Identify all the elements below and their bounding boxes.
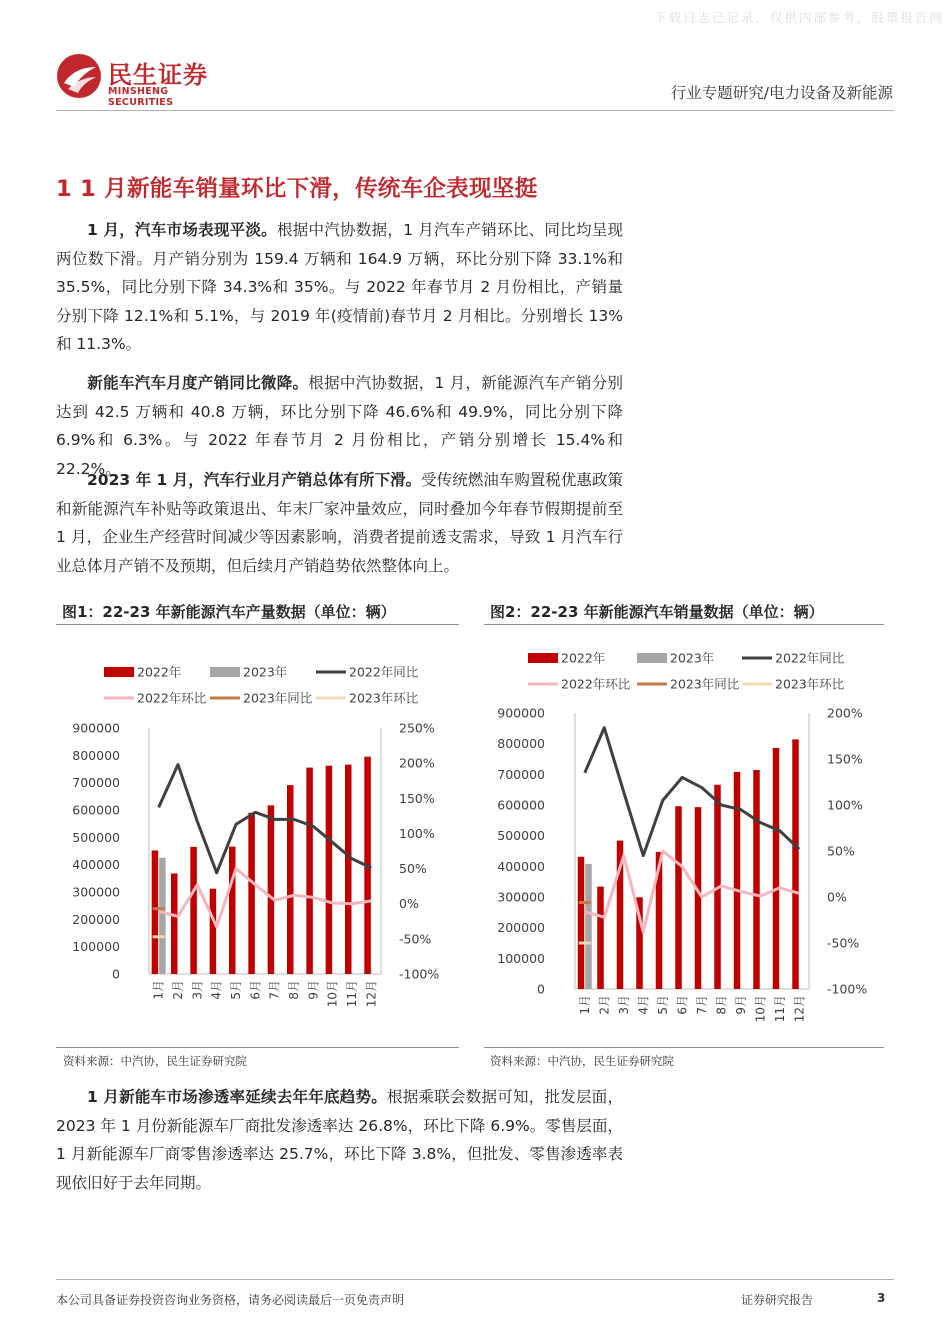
bar-2022年-7月	[695, 807, 702, 989]
footer-disclaimer: 本公司具备证券投资咨询业务资格，请务必阅读最后一页免责声明	[56, 1293, 405, 1307]
chart-production	[56, 628, 459, 1044]
bar-2022年-9月	[306, 768, 313, 974]
y-left-tick-label: 200000	[497, 920, 545, 936]
paragraph-3	[56, 466, 623, 580]
figure-1-source: 资料来源：中汽协，民生证券研究院	[63, 1054, 247, 1068]
footer-doc-type: 证券研究报告	[741, 1293, 814, 1307]
legend-label: 2022年环比	[137, 690, 207, 706]
x-tick-label: 10月	[753, 995, 768, 1023]
y-left-tick-label: 600000	[72, 802, 120, 818]
figure-2-title: 图2：22-23 年新能源汽车销量数据（单位：辆）	[490, 603, 824, 621]
bar-2022年-9月	[734, 772, 741, 989]
bar-2022年-6月	[675, 806, 682, 989]
y-left-tick-label: 500000	[497, 828, 545, 844]
y-left-tick-label: 900000	[497, 705, 545, 721]
y-right-tick-label: 150%	[827, 751, 863, 767]
figure-2-top-rule	[484, 624, 884, 625]
legend-label: 2022年	[561, 650, 606, 666]
bar-2022年-3月	[190, 847, 197, 974]
x-tick-label: 3月	[190, 980, 205, 1000]
y-left-tick-label: 600000	[497, 797, 545, 813]
x-tick-label: 12月	[364, 980, 379, 1008]
figure-1-title: 图1：22-23 年新能源汽车产量数据（单位：辆）	[62, 603, 396, 621]
bar-2022年-2月	[171, 873, 178, 974]
y-left-tick-label: 300000	[497, 889, 545, 905]
y-right-tick-label: -50%	[399, 931, 432, 947]
y-left-tick-label: 400000	[72, 857, 120, 873]
y-right-tick-label: 100%	[827, 797, 863, 813]
paragraph-body: 根据乘联会数据可知，批发层面，2023 年 1 月份新能源车厂商批发渗透率达 26.8%，环比下降 6.9%。零售层面，1 月新能源车厂商零售渗透率达 25.7%，环比下降 3.8%，但批发、零售渗透率表现依旧好于去年同期。	[56, 1088, 623, 1192]
y-left-tick-label: 800000	[72, 747, 120, 763]
figure-1-bottom-rule	[56, 1047, 459, 1048]
legend-swatch-0	[104, 667, 134, 677]
y-left-tick-label: 400000	[497, 858, 545, 874]
bar-2022年-12月	[792, 739, 799, 989]
bar-2022年-10月	[326, 766, 333, 974]
x-tick-label: 3月	[616, 995, 631, 1015]
y-left-tick-label: 0	[112, 966, 120, 982]
paragraph-lead: 2023 年 1 月，汽车行业月产销总体有所下滑。	[87, 471, 422, 489]
x-tick-label: 8月	[287, 980, 301, 1000]
y-right-tick-label: 0%	[827, 889, 847, 905]
y-right-tick-label: 50%	[827, 843, 855, 859]
chart-sales	[484, 628, 884, 1044]
footer-divider	[56, 1279, 894, 1280]
x-tick-label: 6月	[248, 980, 263, 1000]
y-left-tick-label: 100000	[72, 939, 120, 955]
x-tick-label: 9月	[733, 995, 748, 1015]
bar-2022年-11月	[345, 765, 352, 974]
watermark: 下载日志已记录，仅供内部参考，股票报告网	[653, 10, 944, 25]
y-right-tick-label: 200%	[827, 705, 863, 721]
y-left-tick-label: 100000	[497, 950, 545, 966]
paragraph-4	[56, 1083, 623, 1197]
section-title: 1 1 月新能车销量环比下滑，传统车企表现坚挺	[56, 176, 538, 202]
bar-2022年-2月	[597, 887, 604, 989]
page-number: 3	[877, 1291, 886, 1305]
x-tick-label: 4月	[209, 980, 224, 1000]
y-left-tick-label: 0	[537, 981, 545, 997]
legend-swatch-1	[637, 653, 667, 663]
bar-2022年-7月	[268, 805, 275, 974]
bar-2022年-10月	[753, 770, 760, 989]
legend-label: 2022年	[137, 664, 182, 680]
logo-text-en: MINSHENG SECURITIES	[108, 86, 174, 108]
x-tick-label: 11月	[772, 995, 787, 1023]
x-tick-label: 5月	[655, 995, 670, 1015]
legend-label: 2023年	[243, 664, 288, 680]
legend-swatch-1	[210, 667, 240, 677]
y-right-tick-label: 150%	[399, 790, 435, 806]
legend-label: 2022年环比	[561, 676, 631, 692]
y-right-tick-label: 200%	[399, 755, 435, 771]
y-left-tick-label: 700000	[72, 775, 120, 791]
bar-2022年-6月	[248, 813, 255, 974]
y-left-tick-label: 800000	[497, 736, 545, 752]
y-right-tick-label: -100%	[399, 966, 440, 982]
bar-2022年-1月	[152, 850, 159, 974]
bar-2022年-5月	[229, 847, 236, 974]
paragraph-lead: 1 月，汽车市场表现平淡。	[87, 221, 277, 239]
y-right-tick-label: -50%	[827, 935, 860, 951]
paragraph-body: 受传统燃油车购置税优惠政策和新能源汽车补贴等政策退出、年末厂家冲量效应，同时叠加今年春节假期提前至 1 月，企业生产经营时间减少等因素影响，消费者提前透支需求，导致 1 月汽车行业总体月产销不及预期，但后续月产销趋势依然整体向上。	[56, 471, 623, 575]
y-left-tick-label: 300000	[72, 884, 120, 900]
x-tick-label: 2月	[171, 980, 185, 1000]
x-tick-label: 6月	[675, 995, 690, 1015]
logo-text-cn: 民生证券	[108, 61, 208, 89]
paragraph-lead: 新能车汽车月度产销同比微降。	[87, 374, 309, 392]
x-tick-label: 12月	[792, 995, 807, 1023]
x-tick-label: 7月	[694, 995, 709, 1015]
paragraph-1	[56, 216, 623, 359]
x-tick-label: 4月	[636, 995, 651, 1015]
figure-2-bottom-rule	[484, 1047, 884, 1048]
y-left-tick-label: 200000	[72, 911, 120, 927]
x-tick-label: 11月	[345, 980, 359, 1008]
legend-label: 2023年环比	[349, 690, 419, 706]
x-tick-label: 5月	[229, 980, 243, 1000]
legend-label: 2022年同比	[349, 664, 419, 680]
bar-2023年-1月	[159, 858, 166, 974]
figure-2-source: 资料来源：中汽协，民生证券研究院	[490, 1054, 674, 1068]
paragraph-lead: 1 月新能车市场渗透率延续去年年底趋势。	[87, 1088, 387, 1106]
legend-label: 2023年同比	[243, 690, 313, 706]
y-right-tick-label: 0%	[399, 896, 419, 912]
bar-2022年-1月	[578, 857, 585, 989]
x-tick-label: 2月	[597, 995, 612, 1015]
legend-label: 2022年同比	[775, 650, 845, 666]
y-right-tick-label: 100%	[399, 825, 435, 841]
line-2022年同比	[585, 728, 800, 856]
report-category: 行业专题研究/电力设备及新能源	[670, 84, 893, 102]
y-right-tick-label: -100%	[827, 981, 868, 997]
y-right-tick-label: 50%	[399, 861, 427, 877]
figure-1-top-rule	[56, 624, 459, 625]
y-left-tick-label: 900000	[72, 720, 120, 736]
bar-2022年-11月	[773, 748, 780, 989]
paragraph-body: 根据中汽协数据，1 月汽车产销环比、同比均呈现两位数下滑。月产销分别为 159.4 万辆和 164.9 万辆，环比分别下降 33.1%和 35.5%，同比分别下降 34.3%和 35%。与 2022 年春节月 2 月份相比，产销量分别下降 12.1%和 5.1%，与 2019 年(疫情前)春节月 2 月相比。分别增长 13%和 11.3%。	[56, 221, 623, 353]
y-right-tick-label: 250%	[399, 720, 435, 736]
x-tick-label: 1月	[151, 980, 166, 1000]
bar-2022年-4月	[210, 889, 217, 974]
x-tick-label: 10月	[325, 980, 340, 1008]
x-tick-label: 1月	[577, 995, 592, 1015]
logo	[56, 53, 236, 108]
y-left-tick-label: 500000	[72, 829, 120, 845]
legend-label: 2023年环比	[775, 676, 845, 692]
logo-emblem-icon	[56, 53, 102, 99]
x-tick-label: 7月	[267, 980, 282, 1000]
x-tick-label: 9月	[306, 980, 321, 1000]
y-left-tick-label: 700000	[497, 766, 545, 782]
legend-label: 2023年	[670, 650, 715, 666]
legend-swatch-0	[528, 653, 558, 663]
bar-2022年-8月	[287, 785, 294, 974]
x-tick-label: 8月	[714, 995, 729, 1015]
header-divider	[56, 110, 894, 111]
bar-2023年-1月	[585, 864, 592, 989]
legend-label: 2023年同比	[670, 676, 740, 692]
paragraph-body: 根据中汽协数据，1 月，新能源汽车产销分别达到 42.5 万辆和 40.8 万辆，环比分别下降 46.6%和 49.9%，同比分别下降 6.9%和 6.3%。与 2022 年春节月 2 月份相比，产销分别增长 15.4%和 22.2%。	[56, 374, 623, 478]
